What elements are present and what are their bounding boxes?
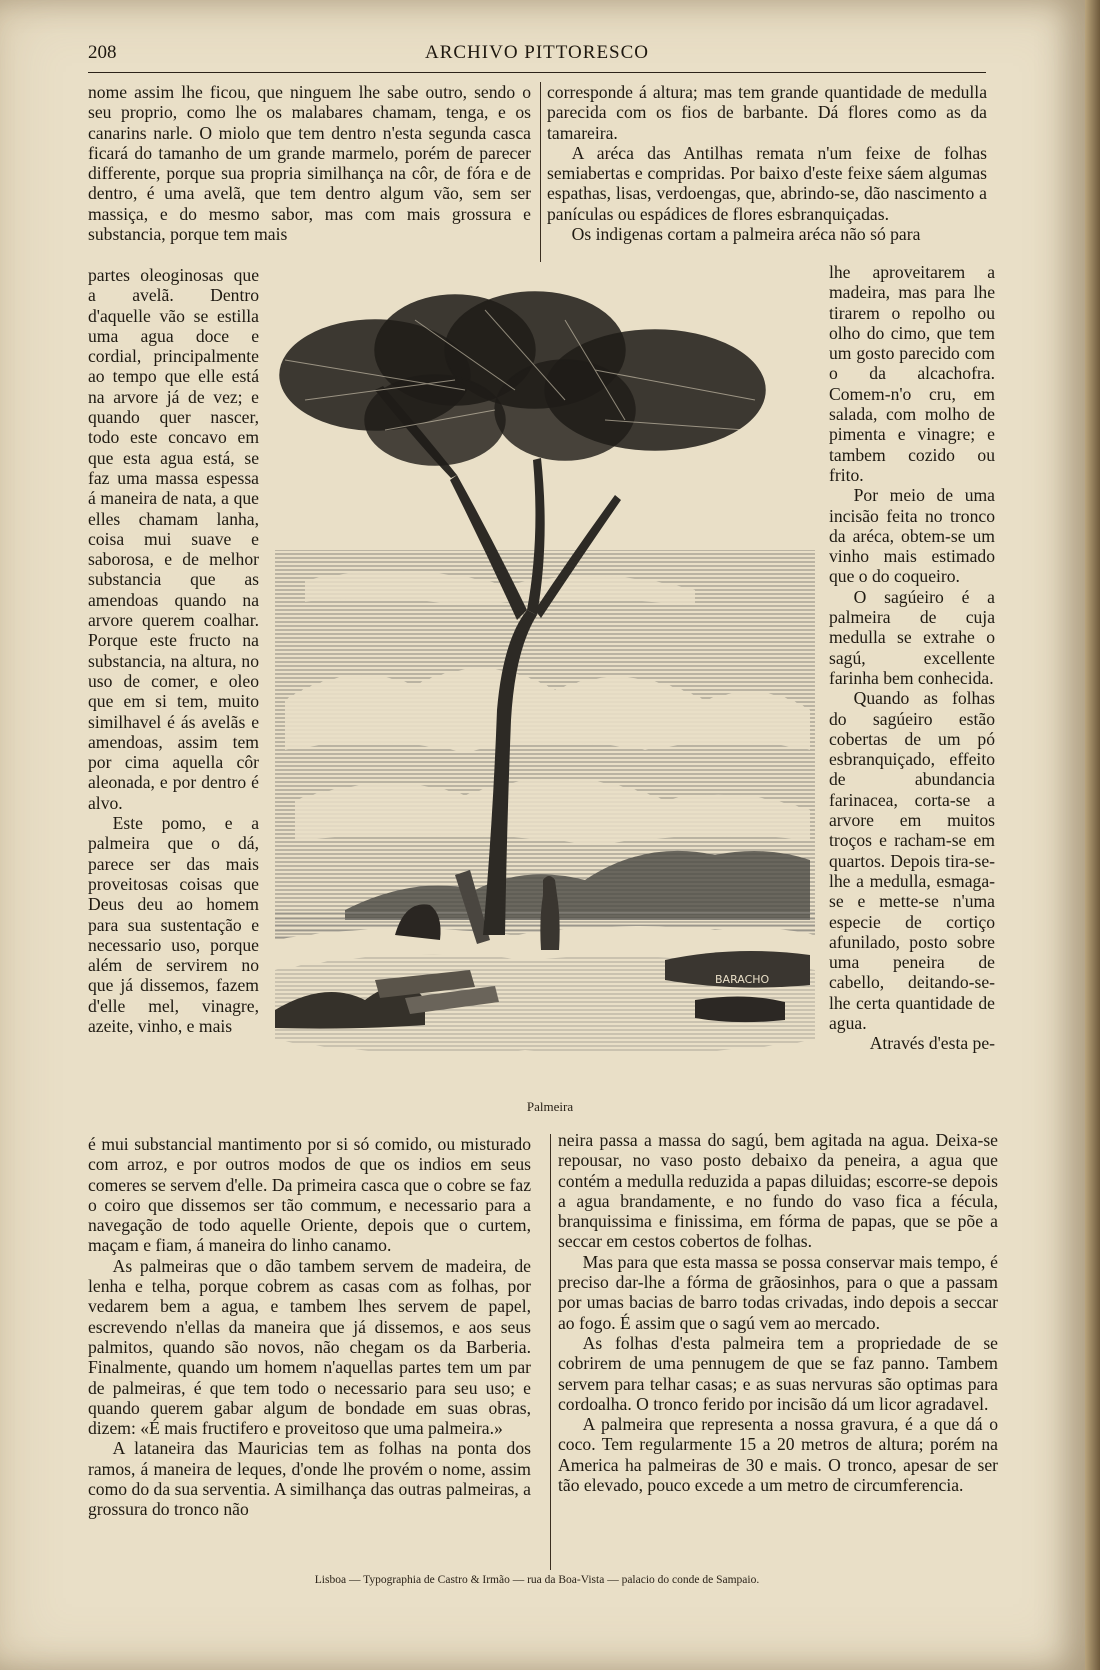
paragraph: A aréca das Antilhas remata n'um feixe de folhas semiabertas e compridas. Por baixo d'este feixe sáem algumas espathas, lisas, verdoengas, que, abrindo-se, dão nascimento a panículas ou espádices de flores esbranquiçadas. <box>547 142 987 224</box>
paragraph: A lataneira das Mauricias tem as folhas na ponta dos ramos, á maneira de leques, d'onde lhe provém o nome, assim como do da sua serventia. A similhança das outras palmeiras, a grossura do tronco não <box>88 1438 531 1520</box>
paragraph: partes oleoginosas que a avelã. Dentro d'aquelle vão se estilla uma agua doce e cordial, principalmente ao tempo que elle está na arvore já de vez; e quando quer nascer, todo este concavo em que esta agua está, se faz uma massa espessa á maneira de nata, a que elles chamam lanha, coisa mui suave e saborosa, e de melhor substancia que as amendoas quando na arvore querem coalhar. Porque este fructo na substancia, na altura, no uso de comer, e oleo que em si tem, muito similhavel é ás avelãs e amendoas, assim tem por cima aquella côr aleonada, e por dentro é alvo. <box>88 265 259 813</box>
paragraph: Por meio de uma incisão feita no tronco da aréca, obtem-se um vinho mais estimado que o do coqueiro. <box>829 485 995 587</box>
paragraph: Através d'esta pe- <box>869 1033 995 1054</box>
illustration-caption: Palmeira <box>526 1099 574 1114</box>
page-edge <box>1085 0 1100 1670</box>
paragraph: As palmeiras que o dão tambem servem de madeira, de lenha e telha, porque cobrem as casas com as folhas, por vedarem bem a agua, e tambem lhes servem de papel, escrevendo n'ellas da maneira que já dissemos, e aos seus palmitos, quando são novos, não chegam os da Barberia. Finalmente, quando um homem n'aquellas partes tem um par de palmeiras, é que tem todo o necessario para seu uso; e quando querem gabar algum de bondade em suas obras, dizem: «É mais fructifero e proveitoso que uma palmeira.» <box>88 1255 531 1439</box>
paragraph: neira passa a massa do sagú, bem agitada na agua. Deixa-se repousar, no vaso posto debaixo da peneira, a agua que contém a medulla reduzida a papas diluidas; escorre-se depois a agua brandamente, e no fundo do vaso fica a fécula, branquissima e finissima, em fórma de papas, que se põe a seccar em cestos cobertos de folhas. <box>558 1130 998 1252</box>
column-rule-top <box>540 82 541 262</box>
paragraph: lhe aproveitarem a madeira, mas para lhe tirarem o repolho ou olho do cimo, que tem um gosto parecido com o da alcachofra. Comem-n'o cru, em salada, com molho de pimenta e vinagre; e tambem cozido ou frito. <box>829 262 995 485</box>
paragraph: Os indigenas cortam a palmeira aréca não só para <box>571 224 921 245</box>
right-column-bottom <box>558 1130 998 1570</box>
paragraph: A palmeira que representa a nossa gravura, é a que dá o coco. Tem regularmente 15 a 20 metros de altura; porém na America ha palmeiras de 30 e mais. O tronco, apesar de ser tão elevado, pouco excede a um metro de circumferencia. <box>558 1414 998 1496</box>
paragraph: As folhas d'esta palmeira tem a propriedade de se cobrirem de uma pennugem de que se faz panno. Tambem servem para telhar casas; e as suas nervuras são optimas para cordoalha. O tronco ferido por incisão dá um licor agradavel. <box>558 1332 998 1414</box>
paragraph: nome assim lhe ficou, que ninguem lhe sabe outro, sendo o seu proprio, como lhe os malabares chamam, tenga, e os canarins narle. O miolo que tem dentro n'esta segunda casca ficará do tamanho de um grande marmelo, porém de parecer differente, porque sua propria similhança na côr, de fóra e de dentro, é uma avelã, que tem dentro algum vão, sem ser massiça, e do mesmo sabor, mas com mais grossura e substancia, porque tem mais <box>88 82 531 245</box>
right-column-wrap <box>829 262 995 1112</box>
page-title: ARCHIVO PITTORESCO <box>424 42 650 63</box>
left-column-top <box>88 82 531 264</box>
palm-tree-engraving <box>265 280 825 1092</box>
engraver-signature: BARACHO <box>715 973 770 986</box>
column-rule-bottom <box>550 1134 551 1570</box>
left-column-wrap <box>88 265 259 1131</box>
right-column-top <box>547 82 987 278</box>
page-number: 208 <box>88 42 117 63</box>
page-footer: Lisboa — Typographia de Castro & Irmão — rua da Boa-Vista — palacio do conde de Sampaio. <box>314 1574 760 1586</box>
left-column-bottom <box>88 1134 531 1570</box>
paragraph: corresponde á altura; mas tem grande quantidade de medulla parecida com os fios de barbante. Dá flores como as da tamareira. <box>547 82 987 143</box>
paragraph: O sagúeiro é a palmeira de cuja medulla se extrahe o sagú, excellente farinha bem conhecida. <box>829 586 995 688</box>
page-header <box>88 42 986 73</box>
paragraph: Quando as folhas do sagúeiro estão cobertas de um pó esbranquiçado, effeito de abundancia farinacea, corta-se a arvore em muitos troços e racham-se em quartos. Depois tira-se-lhe a medulla, esmaga-se e mette-se n'uma especie de cortiço afunilado, posto sobre uma peneira de cabello, deitando-se-lhe certa quantidade de agua. <box>829 688 995 1033</box>
paragraph: é mui substancial mantimento por si só comido, ou misturado com arroz, e por outros modos de que os indios em seus comeres se servem d'elle. Da primeira casca que o cobre se faz o coiro que dissemos ser tão commum, e necessario para a navegação de todo aquelle Oriente, depois que o curtem, maçam e fiam, á maneira do linho canamo. <box>88 1134 531 1256</box>
paragraph: Este pomo, e a palmeira que o dá, parece ser das mais proveitosas coisas que Deus deu ao homem para sua sustentação e necessario uso, porque além de servirem no que já dissemos, fazem d'elle mel, vinagre, azeite, vinho, e mais <box>88 813 259 1036</box>
paragraph: Mas para que esta massa se possa conservar mais tempo, é preciso dar-lhe a fórma de grãosinhos, para o que a passam por umas bacias de barro todas crivadas, indo depois a seccar ao fogo. É assim que o sagú vem ao mercado. <box>558 1251 998 1333</box>
